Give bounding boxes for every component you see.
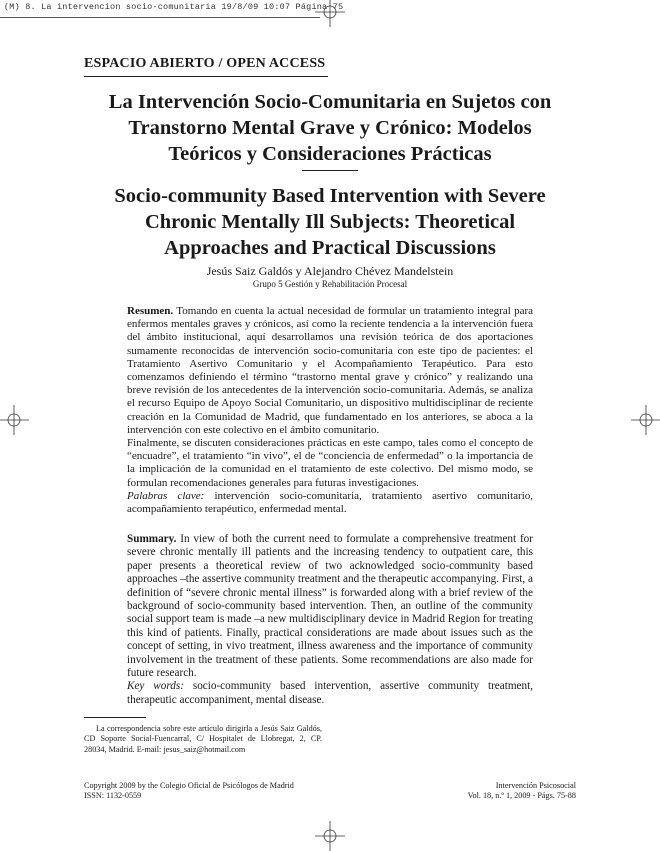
title-english-line: Chronic Mentally Ill Subjects: Theoretical xyxy=(144,211,516,233)
title-spanish xyxy=(80,89,580,167)
print-header-rule xyxy=(0,17,320,18)
registration-mark-top xyxy=(315,0,345,27)
journal-name: Intervención Psicosocial xyxy=(495,781,576,790)
registration-mark-bottom xyxy=(315,821,345,851)
footer-journal xyxy=(468,781,576,801)
print-header: (M) 8. La intervencion socio-comunitaria 19/8/09 10:07 Página 75 xyxy=(4,2,344,12)
copyright-line: Copyright 2009 by the Colegio Oficial de Psicólogos de Madrid xyxy=(84,781,294,790)
registration-mark-left xyxy=(0,405,29,435)
resumen-keywords-text: intervención socio-comunitaria, tratamiento asertivo comunitario, acompañamiento terapéutico, enfermedad mental. xyxy=(127,489,533,516)
title-english xyxy=(80,183,580,261)
journal-volume: Vol. 18, n.º 1, 2009 - Págs. 75-88 xyxy=(467,791,576,800)
affiliation: Grupo 5 Gestión y Rehabilitación Procesal xyxy=(252,279,408,289)
correspondence-footnote xyxy=(84,724,322,755)
summary-keywords xyxy=(127,680,533,707)
title-spanish-line: Transtorno Mental Grave y Crónico: Modelos xyxy=(128,117,532,139)
abstract-english xyxy=(127,533,533,707)
resumen-paragraph-2: Finalmente, se discuten consideraciones prácticas en este campo, tales como el concepto de “encuadre”, el tratamiento “in vivo”, el de “conciencia de enfermedad” o la importancia de la implicación de la comunidad en el tratamiento de este colectivo. Del mismo modo, se formulan recomendaciones generales para futuras investigaciones. xyxy=(127,437,533,489)
resumen-keywords xyxy=(127,490,533,516)
registration-mark-right xyxy=(631,405,660,435)
resumen-text: Tomando en cuenta la actual necesidad de formular un tratamiento integral para enfermos mentales graves y crónicos, así como la reciente tendencia a la intervención fuera del ámbito institucional, aquí desarrollamos una revisión teórica de dos aportaciones sumamente reconocidas de intervención socio-comunitaria con este tipo de pacientes: el Tratamiento Asertivo Comunitario y el Acompañamiento Terapéutico. Para esto comenzamos definiendo el término “trastorno mental grave y crónico” y realizando una breve revisión de los antecedentes de la intervención socio-comunitaria. Además, se analiza el recurso Equipo de Apoyo Social Comunitario, un dispositivo multidisciplinar de reciente creación en la Comunidad de Madrid, que fundamentado en los anteriores, se aboca a la intervención con este colectivo en el ámbito comunitario. xyxy=(127,305,533,436)
resumen-keywords-label: Palabras clave: xyxy=(127,489,205,502)
title-english-line: Approaches and Practical Discussions xyxy=(164,237,496,259)
footnote-text: La correspondencia sobre este artículo dirigirla a Jesús Saiz Galdós, CD Soporte Social-Fuencarral, C/ Hospitalet de Llobregat, 2, CP. 28034, Madrid. E-mail: jesus_saiz@hotmail.com xyxy=(84,724,322,754)
summary-paragraph xyxy=(127,533,533,680)
resumen-label: Resumen. xyxy=(127,305,174,317)
summary-text: In view of both the current need to formulate a comprehensive treatment for severe chronic mentally ill patients and the increasing tendency to outpatient care, this paper presents a theoretical review of two acknowledged socio-community based approaches –the assertive community treatment and the therapeutic accompanying. First, a definition of “severe chronic mental illness” is forwarded along with a brief review of the background of socio-community based intervention. Then, an outline of the community social support team is made –a new multidisciplinary device in Madrid Region for treating this kind of patients. Finally, practical considerations are made about issues such as the concept of setting, in vivo treatment, illness awareness and the importance of community involvement in the treatment of these patients. Some recommendations are also made for future research. xyxy=(127,533,534,680)
authors: Jesús Saiz Galdós y Alejandro Chévez Mandelstein xyxy=(206,264,454,278)
summary-keywords-text: socio-community based intervention, assertive community treatment, therapeutic accompaniment, mental disease. xyxy=(127,680,534,706)
title-spanish-line: La Intervención Socio-Comunitaria en Sujetos con xyxy=(108,91,552,113)
section-heading: ESPACIO ABIERTO / OPEN ACCESS xyxy=(84,56,326,71)
issn-line: ISSN: 1132-0559 xyxy=(84,791,142,800)
footnote-rule xyxy=(84,717,146,718)
title-divider xyxy=(302,170,358,171)
summary-label: Summary. xyxy=(127,533,177,545)
title-english-line: Socio-community Based Intervention with Severe xyxy=(114,185,546,207)
footer-copyright xyxy=(84,781,294,801)
resumen-paragraph-1 xyxy=(127,305,533,437)
summary-keywords-label: Key words: xyxy=(127,680,184,693)
title-spanish-line: Teóricos y Consideraciones Prácticas xyxy=(168,143,492,165)
section-heading-rule xyxy=(84,76,328,77)
abstract-spanish xyxy=(127,305,533,516)
